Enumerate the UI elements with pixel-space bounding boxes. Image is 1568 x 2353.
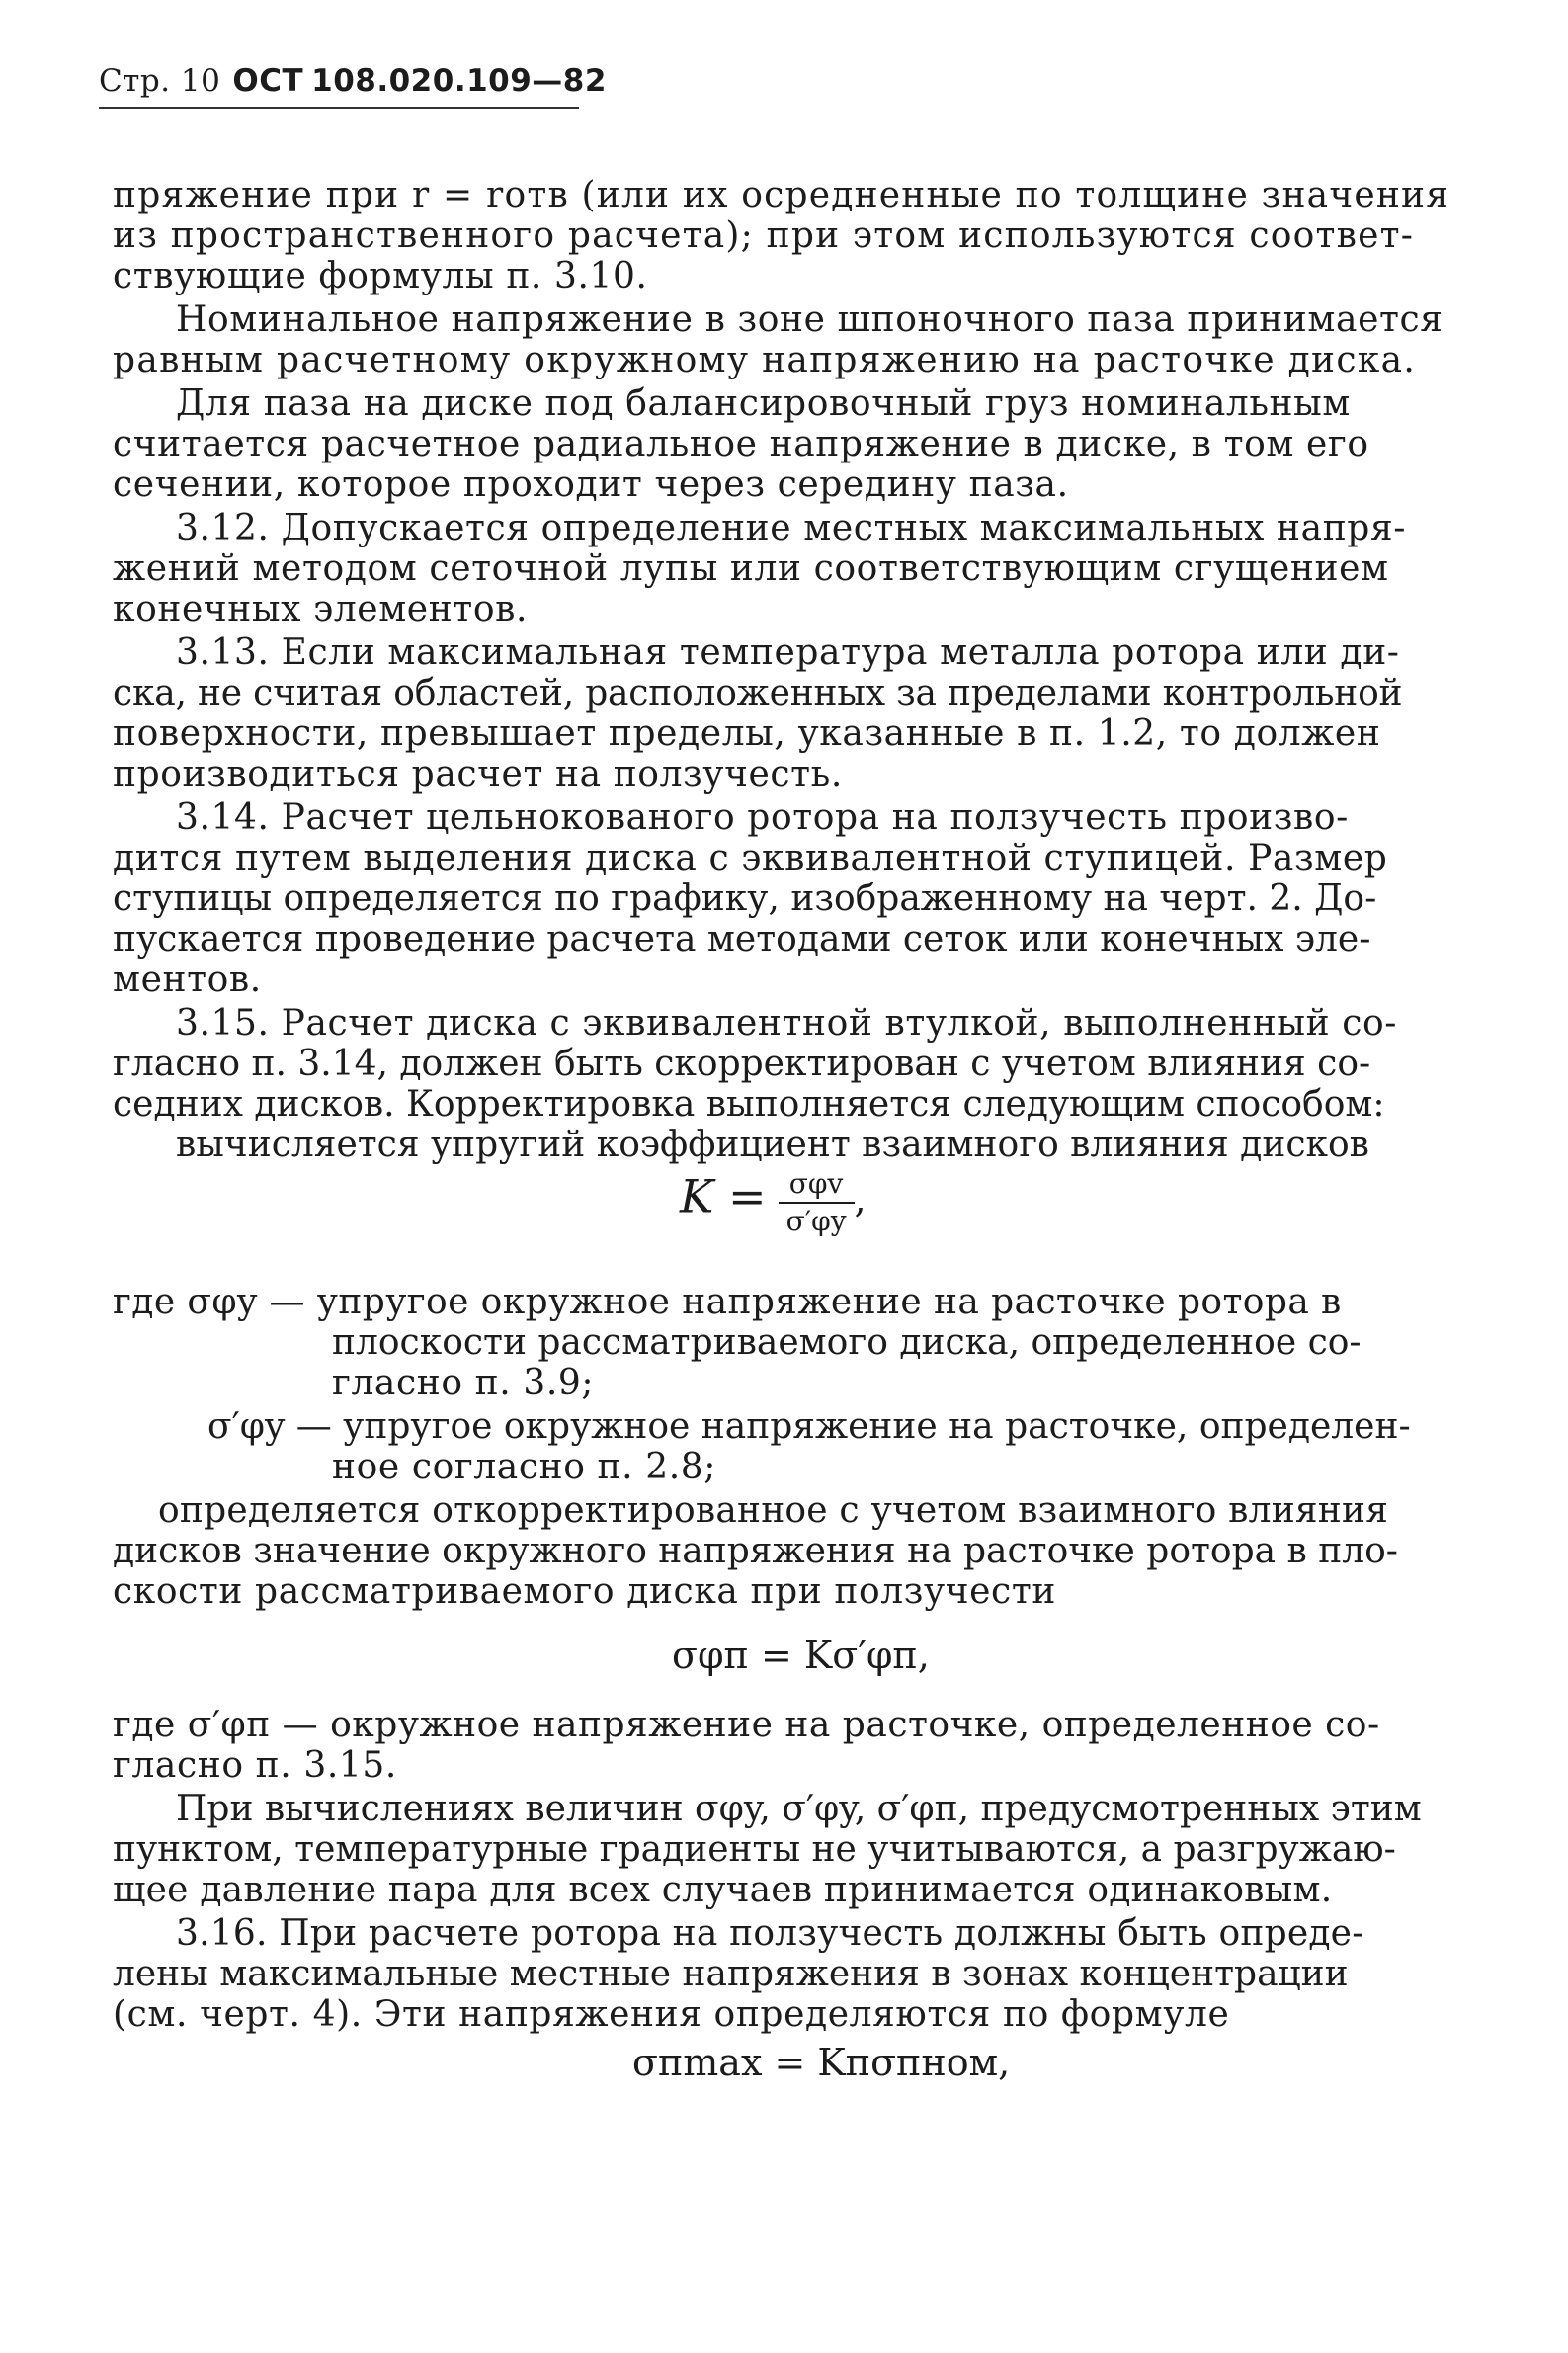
text-line: дится путем выделения диска с эквивалентной ступицей. Размер [113,838,1388,879]
header-rule [99,107,579,109]
text-line: пускается проведение расчета методами сеток или конечных эле- [113,919,1371,960]
text-line: определяется откорректированное с учетом взаимного влияния [158,1490,1389,1531]
text-line: гласно п. 3.15. [113,1745,397,1786]
text-line: вычисляется упругий коэффициент взаимного влияния дисков [176,1125,1369,1165]
text-line: 3.15. Расчет диска с эквивалентной втулкой, выполненный со- [176,1003,1398,1044]
text-line: сечении, которое проходит через середину паза. [113,464,1069,505]
formula-k-tail: , [854,1177,867,1221]
text-line: производиться расчет на ползучесть. [113,754,843,795]
text-line: пряжение при r = rотв (или их осредненные по толщине значения [113,175,1450,215]
text-line: 3.12. Допускается определение местных максимальных напря- [176,508,1407,548]
formula-k-numerator: σφv [788,1167,844,1200]
text-line: седних дисков. Корректировка выполняется следующим способом: [113,1084,1385,1125]
text-line: равным расчетному окружному напряжению на расточке диска. [113,340,1417,380]
standard-label: ОСТ [232,63,304,99]
text-line: поверхности, превышает пределы, указанные в п. 1.2, то должен [113,714,1381,754]
text-line: 3.14. Расчет цельнокованого ротора на ползучесть произво- [176,798,1349,838]
text-line: 3.13. Если максимальная температура металла ротора или ди- [176,632,1400,673]
text-line: где σ′φп — окружное напряжение на расточке, определенное со- [113,1705,1380,1745]
standard-number: 108.020.109—82 [311,63,607,99]
text-line: Номинальное напряжение в зоне шпоночного паза принимается [176,299,1444,340]
text-line: лены максимальные местные напряжения в зонах концентрации [113,1954,1349,1994]
formula-k-fraction [779,1167,855,1237]
text-line: конечных элементов. [113,589,529,630]
text-line: σ′φy — упругое окружное напряжение на расточке, определен- [207,1406,1411,1447]
text-line: жений методом сеточной лупы или соответствующим сгущением [113,548,1389,589]
text-line: (см. черт. 4). Эти напряжения определяются по формуле [113,1994,1230,2035]
text-line: ска, не считая областей, расположенных за пределами контрольной [113,673,1403,714]
formula-sigma-phi-p: σφп = Kσ′φп, [672,1634,930,1677]
text-line: считается расчетное радиальное напряжение в диске, в том его [113,424,1369,464]
text-line: ствующие формулы п. 3.10. [113,256,648,296]
text-line: При вычислениях величин σφy, σ′φy, σ′φп, предусмотренных этим [176,1789,1422,1829]
text-line: Для паза на диске под балансировочный груз номинальным [176,383,1352,424]
text-line: из пространственного расчета); при этом используются соответ- [113,215,1415,256]
formula-k-denominator: σ′φy [785,1205,847,1237]
fraction-bar [779,1202,855,1204]
text-line: гласно п. 3.9; [332,1363,595,1403]
formula-k-lhs: K = [680,1169,767,1223]
text-line: скости рассматриваемого диска при ползучести [113,1571,1056,1612]
text-line: щее давление пара для всех случаев принимается одинаковым. [113,1870,1333,1910]
page-header [99,63,607,99]
formula-sigma-max: σпmax = Kпσпном, [632,2041,1011,2084]
text-line: дисков значение окружного напряжения на расточке ротора в пло- [113,1531,1398,1571]
text-line: гласно п. 3.14, должен быть скорректирован с учетом влияния со- [113,1044,1371,1084]
text-line: плоскости рассматриваемого диска, определенное со- [332,1322,1362,1363]
text-line: пунктом, температурные градиенты не учитываются, а разгружаю- [113,1829,1396,1870]
text-line: где σφy — упругое окружное напряжение на расточке ротора в [113,1282,1342,1322]
formula-k [680,1167,867,1237]
text-line: 3.16. При расчете ротора на ползучесть должны быть опреде- [176,1913,1364,1954]
page-number: Стр. 10 [99,63,221,99]
text-line: ментов. [113,960,262,1000]
text-line: ное согласно п. 2.8; [332,1447,716,1487]
text-line: ступицы определяется по графику, изображенному на черт. 2. До- [113,879,1377,919]
